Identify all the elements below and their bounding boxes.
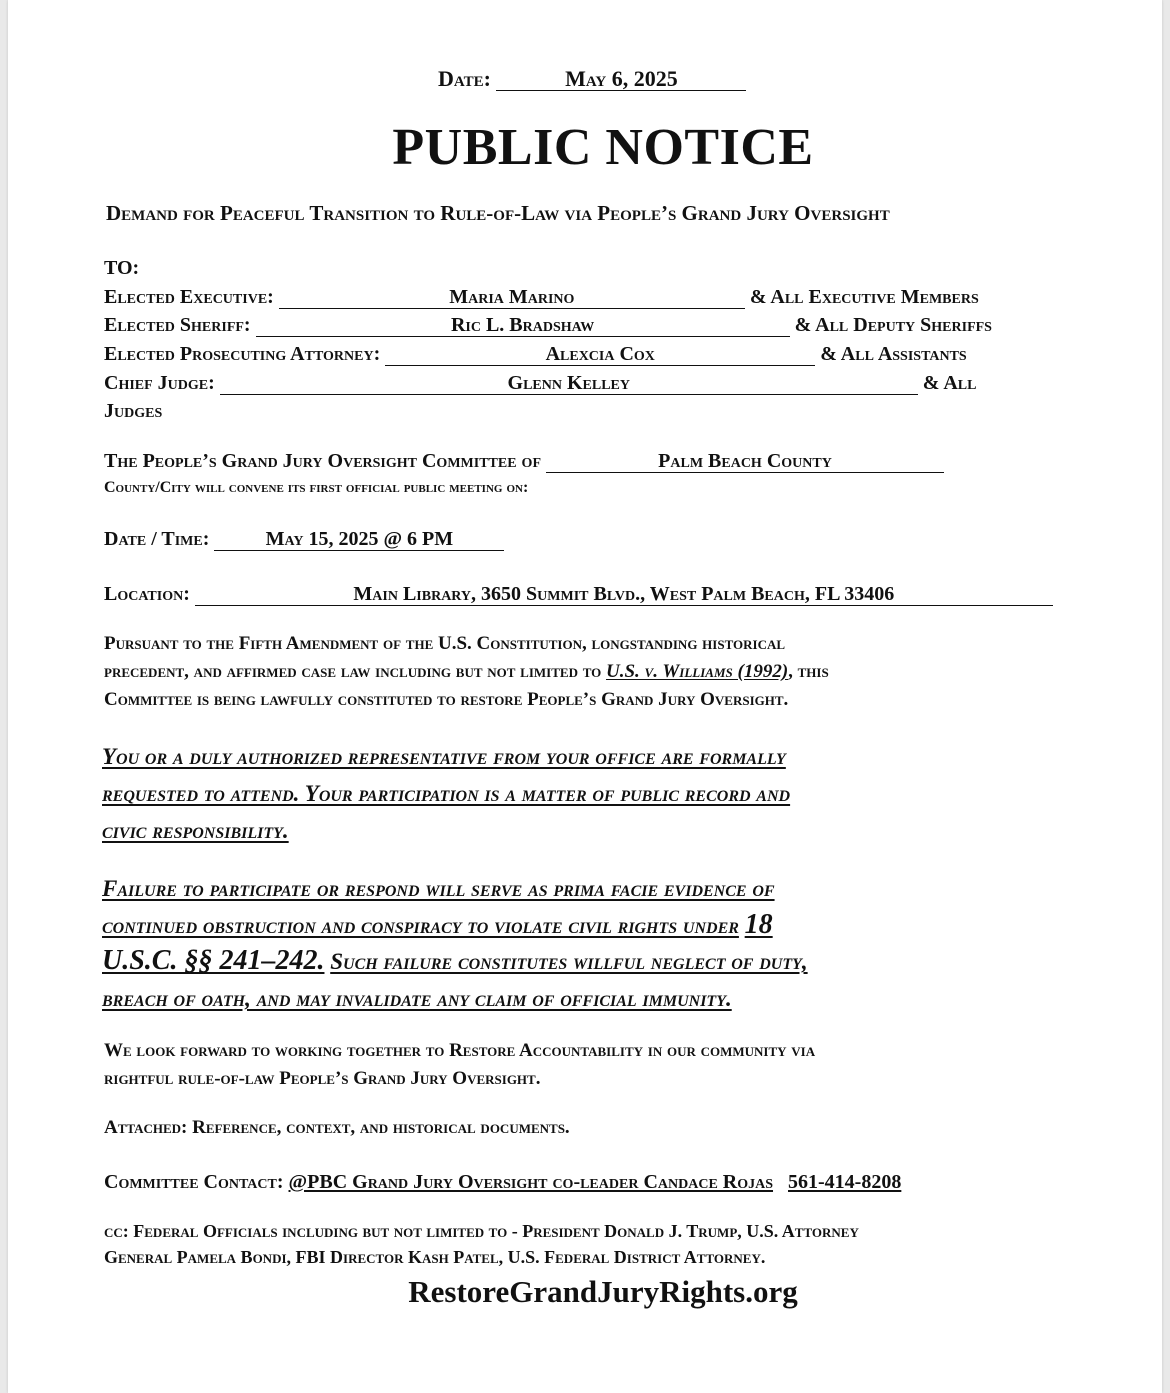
pursuant-line2b: , this xyxy=(788,661,829,682)
recipient-row-executive xyxy=(104,283,979,312)
notice-page xyxy=(8,0,1162,1393)
notice-subtitle: Demand for Peaceful Transition to Rule-of-Law via People’s Grand Jury Oversight xyxy=(106,201,890,225)
recipient-suffix: & All xyxy=(922,372,977,394)
contact-value: @PBC Grand Jury Oversight co-leader Candace Rojas xyxy=(288,1171,774,1193)
pursuant-line2a: precedent, and affirmed case law including but not limited to xyxy=(104,661,602,682)
datetime-value: May 15, 2025 @ 6 PM xyxy=(214,528,504,551)
committee-county: Palm Beach County xyxy=(546,450,944,473)
closing-line2: rightful rule-of-law People’s Grand Jury Oversight. xyxy=(104,1068,541,1089)
recipient-row-judge xyxy=(104,369,976,398)
cc-line2: General Pamela Bondi, FBI Director Kash Patel, U.S. Federal District Attorney. xyxy=(104,1247,766,1267)
pursuant-line1: Pursuant to the Fifth Amendment of the U.S. Constitution, longstanding historical xyxy=(104,633,786,654)
recipient-suffix: & All Executive Members xyxy=(749,286,979,308)
date-label: Date: xyxy=(438,66,491,91)
recipient-value: Glenn Kelley xyxy=(220,372,918,395)
location-value: Main Library, 3650 Summit Blvd., West Palm Beach, FL 33406 xyxy=(195,583,1053,606)
attached-line: Attached: Reference, context, and historical documents. xyxy=(104,1117,570,1138)
pursuant-line2 xyxy=(104,658,829,686)
website-link[interactable]: RestoreGrandJuryRights.org xyxy=(408,1274,798,1309)
recipient-row-sheriff xyxy=(104,311,992,340)
request-line1: You or a duly authorized representative from your office are formally xyxy=(102,744,786,769)
contact-label: Committee Contact: xyxy=(104,1171,284,1193)
recipient-value: Maria Marino xyxy=(279,286,745,309)
closing-line1: We look forward to working together to Restore Accountability in our community via xyxy=(104,1040,816,1061)
pursuant-line3: Committee is being lawfully constituted to restore People’s Grand Jury Oversight. xyxy=(104,689,789,710)
page-title: PUBLIC NOTICE xyxy=(392,119,814,176)
failure-line2: continued obstruction and conspiracy to violate civil rights under 18 xyxy=(102,909,773,940)
committee-line2: County/City will convene its first official public meeting on: xyxy=(104,479,529,496)
recipient-row-prosecutor xyxy=(104,340,967,369)
committee-intro-row xyxy=(104,447,944,476)
date-value: May 6, 2025 xyxy=(496,68,746,91)
recipient-label: Elected Executive: xyxy=(104,286,274,308)
recipient-suffix: & All Assistants xyxy=(820,343,967,365)
committee-intro: The People’s Grand Jury Oversight Committee of xyxy=(104,450,541,472)
recipient-label: Elected Sheriff: xyxy=(104,314,251,336)
recipient-value: Ric L. Bradshaw xyxy=(256,314,790,337)
contact-row xyxy=(104,1168,901,1196)
meeting-datetime-row xyxy=(104,525,504,554)
recipient-trailing: Judges xyxy=(104,400,163,422)
meeting-location-row xyxy=(104,580,1053,609)
case-citation: U.S. v. Williams (1992) xyxy=(606,661,789,682)
request-line2: requested to attend. Your participation is a matter of public record and xyxy=(102,781,791,806)
notice-date-row xyxy=(438,66,746,92)
failure-line4: breach of oath, and may invalidate any claim of official immunity. xyxy=(102,986,732,1011)
cc-line1: cc: Federal Officials including but not limited to - President Donald J. Trump, U.S. Attorney xyxy=(104,1221,859,1241)
failure-line3: U.S.C. §§ 241–242. Such failure constitutes willful neglect of duty, xyxy=(102,945,808,976)
failure-line1: Failure to participate or respond will serve as prima facie evidence of xyxy=(102,876,775,901)
recipient-value: Alexcia Cox xyxy=(385,343,815,366)
recipient-label: Elected Prosecuting Attorney: xyxy=(104,343,381,365)
datetime-label: Date / Time: xyxy=(104,528,210,550)
location-label: Location: xyxy=(104,583,190,605)
recipient-label: Chief Judge: xyxy=(104,372,215,394)
request-line3: civic responsibility. xyxy=(102,818,289,843)
to-label: TO: xyxy=(104,257,140,279)
contact-phone: 561-414-8208 xyxy=(788,1171,902,1193)
recipient-suffix: & All Deputy Sheriffs xyxy=(794,314,992,336)
